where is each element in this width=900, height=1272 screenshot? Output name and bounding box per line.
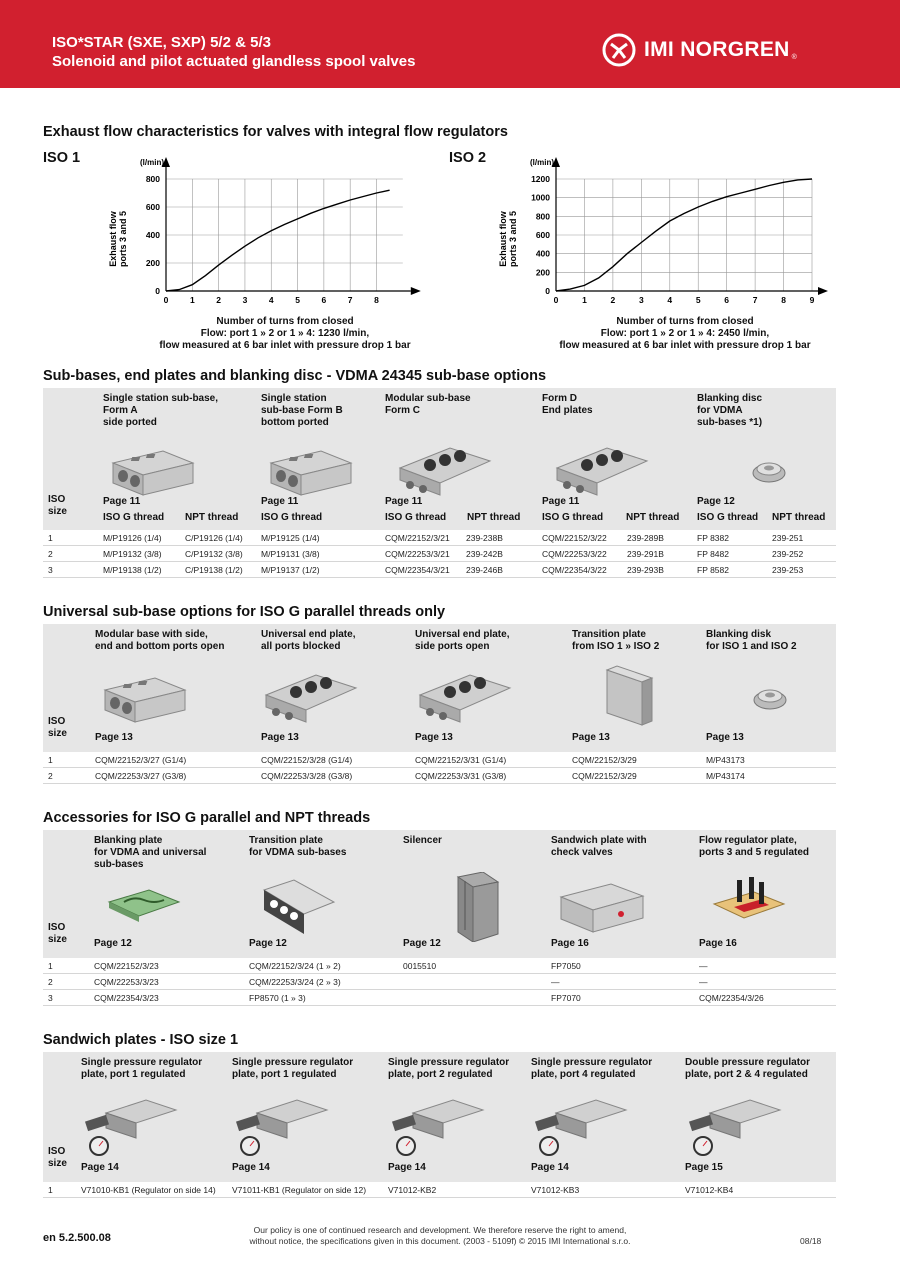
column-title-line: end and bottom ports open [95, 641, 225, 652]
t4-product-image-1 [81, 1088, 181, 1163]
iso2-flow-chart [490, 150, 830, 310]
table-cell: CQM/22152/3/28 (G1/4) [261, 755, 353, 765]
iso2-ytick-label: 0 [545, 286, 550, 296]
column-title-line: Blanking disk [706, 629, 772, 640]
iso2-label: ISO 2 [449, 150, 487, 166]
t3-column-2 [249, 830, 399, 958]
t2-header-band [43, 624, 836, 752]
iso2-xtick-label: 9 [809, 295, 815, 305]
column-title-line: Silencer [403, 835, 442, 846]
size-label: size [48, 934, 67, 945]
table-cell: 2 [48, 977, 53, 987]
table-cell: V71012-KB3 [531, 1185, 580, 1195]
table-cell: V71011-KB1 (Regulator on side 12) [232, 1185, 367, 1195]
t4-table-row [43, 1182, 836, 1198]
t4-column-2 [232, 1052, 382, 1182]
page-reference: Page 13 [572, 732, 610, 743]
column-title [388, 1057, 509, 1081]
table-cell: 0015510 [403, 961, 437, 971]
table-cell: M/P19126 (1/4) [103, 533, 162, 543]
page-reference: Page 14 [531, 1162, 569, 1173]
size-label: size [48, 1158, 67, 1169]
t2-column-1 [95, 624, 245, 752]
iso2-svg [490, 150, 830, 310]
iso-label: ISO [48, 1146, 66, 1157]
t4-column-3 [388, 1052, 538, 1182]
iso1-xtick-label: 3 [242, 295, 248, 305]
column-title [261, 393, 343, 429]
size-label: size [48, 506, 67, 517]
table-cell: FP8570 (1 » 3) [249, 993, 306, 1003]
t4-heading: Sandwich plates - ISO size 1 [43, 1032, 239, 1048]
iso1-xtick-label: 8 [374, 295, 379, 305]
t1-column-3 [385, 388, 535, 530]
table-cell: CQM/22253/3/22 [542, 549, 607, 559]
page-title: ISO*STAR (SXE, SXP) 5/2 & 5/3 [52, 34, 271, 51]
t3-product-image-3 [423, 872, 523, 947]
t3-product-image-4 [551, 872, 651, 947]
column-title-line: plate, port 2 regulated [388, 1069, 493, 1080]
iso1-ytick-label: 800 [145, 174, 160, 184]
iso1-xtick-label: 2 [216, 295, 221, 305]
iso1-flow-note: Flow: port 1 » 2 or 1 » 4: 1230 l/min, [200, 328, 370, 339]
iso2-ylabel-2: ports 3 and 5 [508, 210, 518, 268]
t1-heading: Sub-bases, end plates and blanking disc - VDMA 24345 sub-base options [43, 368, 547, 384]
t2-table-row [43, 768, 836, 784]
column-title-line: ports 3 and 5 regulated [699, 847, 810, 858]
table-cell: FP 8482 [697, 549, 729, 559]
iso2-ylabel-1: Exhaust flow [498, 211, 508, 267]
column-title [103, 393, 218, 429]
t3-column-5 [699, 830, 849, 958]
iso1-flow-chart [100, 150, 430, 310]
iso2-xtick-label: 0 [553, 295, 559, 305]
t3-table [43, 830, 836, 1008]
iso2-x-arrow [818, 287, 828, 295]
column-title-line: from ISO 1 » ISO 2 [572, 641, 660, 652]
policy-note [200, 1225, 680, 1247]
table-cell: 3 [48, 565, 53, 575]
table-cell: FP7070 [551, 993, 581, 1003]
iso1-xtick-label: 4 [268, 295, 274, 305]
column-title-line: plate, port 1 regulated [232, 1069, 337, 1080]
column-title [706, 629, 797, 653]
table-cell: 239-242B [466, 549, 503, 559]
page-reference: Page 14 [388, 1162, 426, 1173]
table-cell: — [699, 977, 708, 987]
t3-table-row [43, 958, 836, 974]
page-reference: Page 11 [542, 496, 580, 507]
column-title [249, 835, 346, 859]
thread-type-iso: ISO G thread [261, 512, 323, 523]
column-title-line: Single pressure regulator [81, 1057, 203, 1068]
iso2-xtick-label: 7 [752, 295, 758, 305]
t2-iso-size-header [48, 716, 67, 740]
t4-column-5 [685, 1052, 835, 1182]
column-title [81, 1057, 202, 1081]
t1-table-row [43, 546, 836, 562]
table-cell: FP7050 [551, 961, 581, 971]
t2-product-image-5 [720, 660, 820, 735]
column-title-line: Universal end plate, [261, 629, 356, 640]
table-cell: CQM/22253/3/21 [385, 549, 450, 559]
column-title [403, 835, 442, 847]
column-title-line: for VDMA and universal [94, 847, 207, 858]
t4-column-4 [531, 1052, 681, 1182]
iso1-xtick-label: 6 [321, 295, 327, 305]
exhaust-heading: Exhaust flow characteristics for valves with integral flow regulators [43, 124, 508, 140]
table-cell: M/P19137 (1/2) [261, 565, 320, 575]
table-cell: CQM/22253/3/23 [94, 977, 159, 987]
t3-table-row [43, 974, 836, 990]
page-reference: Page 11 [103, 496, 141, 507]
column-title-line: Transition plate [572, 629, 646, 640]
column-title-line: bottom ported [261, 417, 329, 428]
iso2-ytick-label: 1200 [531, 174, 550, 184]
t1-header-band [43, 388, 836, 530]
table-cell: FP 8582 [697, 565, 729, 575]
page-reference: Page 12 [403, 938, 441, 949]
column-title-line: side ports open [415, 641, 490, 652]
iso1-ytick-label: 600 [145, 202, 160, 212]
t2-table [43, 624, 836, 786]
table-cell: CQM/22152/3/27 (G1/4) [95, 755, 187, 765]
t4-table [43, 1052, 836, 1200]
table-cell: CQM/22152/3/21 [385, 533, 450, 543]
iso1-label: ISO 1 [43, 150, 81, 166]
table-cell: M/P43174 [706, 771, 745, 781]
iso2-xtick-label: 2 [610, 295, 616, 305]
table-cell: CQM/22152/3/29 [572, 755, 637, 765]
page-reference: Page 12 [249, 938, 287, 949]
table-cell: CQM/22253/3/24 (2 » 3) [249, 977, 341, 987]
table-cell: CQM/22152/3/22 [542, 533, 607, 543]
table-cell: 239-253 [772, 565, 804, 575]
column-title [551, 835, 647, 859]
column-title-line: Modular sub-base [385, 393, 471, 404]
table-cell: 239-252 [772, 549, 804, 559]
column-title-line: sub-bases *1) [697, 417, 763, 428]
iso1-x-arrow [411, 287, 421, 295]
thread-type-iso: ISO G thread [103, 512, 165, 523]
column-title [699, 835, 809, 859]
page-reference: Page 16 [551, 938, 589, 949]
table-cell: 239-238B [466, 533, 503, 543]
iso2-xtick-label: 1 [582, 295, 587, 305]
registered-mark: ® [791, 53, 797, 61]
page-reference: Page 16 [699, 938, 737, 949]
table-cell: 239-293B [627, 565, 664, 575]
table-cell: — [551, 977, 560, 987]
document-date: 08/18 [800, 1236, 822, 1246]
column-title-line: sub-bases [94, 859, 144, 870]
iso1-unit: (l/min) [140, 158, 164, 167]
iso1-xtick-label: 5 [295, 295, 300, 305]
table-cell: 2 [48, 771, 53, 781]
page-reference: Page 14 [232, 1162, 270, 1173]
page-reference: Page 11 [385, 496, 423, 507]
table-cell: CQM/22253/3/28 (G3/8) [261, 771, 353, 781]
iso2-ytick-label: 200 [535, 267, 550, 278]
column-title-line: Form C [385, 405, 420, 416]
t1-iso-size-header [48, 494, 67, 518]
t2-product-image-4 [582, 660, 682, 735]
column-title-line: Universal end plate, [415, 629, 510, 640]
t2-product-image-3 [415, 660, 515, 735]
t4-iso-size-header [48, 1146, 67, 1170]
iso-label: ISO [48, 922, 66, 933]
page-reference: Page 12 [94, 938, 132, 949]
column-title-line: Single station [261, 393, 327, 404]
t2-product-image-2 [261, 660, 361, 735]
table-cell: V71012-KB2 [388, 1185, 437, 1195]
t3-product-image-5 [699, 872, 799, 947]
iso2-unit: (l/min) [530, 158, 554, 167]
thread-type-iso: ISO G thread [385, 512, 447, 523]
table-cell: V71010-KB1 (Regulator on side 14) [81, 1185, 216, 1195]
page-reference: Page 14 [81, 1162, 119, 1173]
column-title [385, 393, 471, 417]
t3-product-image-1 [94, 872, 194, 947]
column-title-line: all ports blocked [261, 641, 341, 652]
table-cell: 239-291B [627, 549, 664, 559]
column-title-line: plate, port 4 regulated [531, 1069, 636, 1080]
iso2-xlabel: Number of turns from closed [616, 316, 754, 327]
column-title [685, 1057, 810, 1081]
table-cell: C/P19132 (3/8) [185, 549, 243, 559]
table-cell: C/P19138 (1/2) [185, 565, 243, 575]
t2-column-5 [706, 624, 856, 752]
column-title [94, 835, 206, 871]
table-cell: 239-289B [627, 533, 664, 543]
page-reference: Page 13 [261, 732, 299, 743]
t4-product-image-4 [531, 1088, 631, 1163]
table-cell: CQM/22152/3/29 [572, 771, 637, 781]
t3-product-image-2 [249, 872, 349, 947]
table-cell: V71012-KB4 [685, 1185, 734, 1195]
column-title [415, 629, 509, 653]
table-cell: — [699, 961, 708, 971]
table-cell: M/P19132 (3/8) [103, 549, 162, 559]
table-cell: CQM/22354/3/22 [542, 565, 607, 575]
table-cell: 1 [48, 1185, 53, 1195]
table-cell: 1 [48, 961, 53, 971]
document-code: en 5.2.500.08 [43, 1232, 111, 1244]
page-reference: Page 13 [95, 732, 133, 743]
column-title-line: sub-base Form B [261, 405, 343, 416]
iso2-ytick-label: 1000 [531, 192, 550, 203]
table-cell: M/P19131 (3/8) [261, 549, 320, 559]
table-cell: CQM/22354/3/26 [699, 993, 764, 1003]
t1-column-4 [542, 388, 692, 530]
t3-column-4 [551, 830, 701, 958]
page-subtitle: Solenoid and pilot actuated glandless spool valves [52, 53, 416, 70]
column-title-line: Flow regulator plate, [699, 835, 797, 846]
table-cell: CQM/22152/3/24 (1 » 2) [249, 961, 341, 971]
iso2-xtick-label: 5 [695, 295, 701, 305]
column-title-line: for ISO 1 and ISO 2 [706, 641, 797, 652]
iso2-flow-note: Flow: port 1 » 2 or 1 » 4: 2450 l/min, [600, 328, 770, 339]
norgren-logo-icon [602, 33, 636, 67]
table-cell: 2 [48, 549, 53, 559]
column-title [531, 1057, 652, 1081]
t1-column-1 [103, 388, 253, 530]
iso1-ytick-label: 0 [155, 286, 160, 296]
column-title-line: Single pressure regulator [232, 1057, 354, 1068]
table-cell: C/P19126 (1/4) [185, 533, 243, 543]
page-reference: Page 13 [415, 732, 453, 743]
iso2-ytick-label: 400 [535, 248, 550, 259]
t3-heading: Accessories for ISO G parallel and NPT threads [43, 810, 371, 826]
t4-column-1 [81, 1052, 231, 1182]
column-title-line: Form A [103, 405, 138, 416]
thread-type-iso: ISO G thread [542, 512, 604, 523]
t1-table [43, 388, 836, 580]
iso2-xtick-label: 8 [781, 295, 786, 305]
table-cell: M/P19138 (1/2) [103, 565, 162, 575]
column-title [261, 629, 355, 653]
t4-header-band [43, 1052, 836, 1182]
iso1-xtick-label: 7 [347, 295, 353, 305]
page-reference: Page 12 [697, 496, 735, 507]
table-cell: 1 [48, 533, 53, 543]
iso2-caption [520, 316, 850, 352]
policy-line-1: Our policy is one of continued research and development. We therefore reserve the right to amend, [253, 1225, 627, 1235]
policy-line-2: without notice, the specifications given in this document. (2003 - 5109f) © 2015 IMI International s.r.o. [249, 1236, 631, 1246]
iso1-xtick-label: 1 [189, 295, 195, 305]
table-cell: 239-251 [772, 533, 804, 543]
page-reference: Page 11 [261, 496, 299, 507]
t1-table-row [43, 530, 836, 546]
column-title [542, 393, 593, 417]
t2-column-4 [572, 624, 722, 752]
column-title-line: side ported [103, 417, 157, 428]
column-title-line: for VDMA sub-bases [249, 847, 347, 858]
t3-column-1 [94, 830, 244, 958]
column-title [572, 629, 659, 653]
table-cell: FP 8382 [697, 533, 729, 543]
iso2-ytick-label: 600 [535, 230, 550, 240]
thread-type-npt: NPT thread [467, 512, 521, 523]
table-cell: 1 [48, 755, 53, 765]
header-banner [0, 0, 900, 88]
column-title-line: Sandwich plate with [551, 835, 647, 846]
table-cell: CQM/22354/3/21 [385, 565, 450, 575]
column-title-line: Blanking disc [697, 393, 763, 404]
t2-table-row [43, 752, 836, 768]
column-title-line: Single pressure regulator [388, 1057, 510, 1068]
iso1-measure-note: flow measured at 6 bar inlet with pressure drop 1 bar [159, 340, 411, 351]
t2-product-image-1 [95, 660, 195, 735]
t3-header-band [43, 830, 836, 958]
column-title-line: check valves [551, 847, 613, 858]
column-title-line: for VDMA [697, 405, 743, 416]
table-cell: 3 [48, 993, 53, 1003]
iso-label: ISO [48, 494, 66, 505]
column-title-line: Single station sub-base, [103, 393, 219, 404]
column-title-line: Transition plate [249, 835, 323, 846]
iso2-xtick-label: 4 [667, 295, 673, 305]
iso1-ytick-label: 200 [145, 258, 160, 268]
t4-product-image-5 [685, 1088, 785, 1163]
iso2-measure-note: flow measured at 6 bar inlet with pressure drop 1 bar [559, 340, 811, 351]
t3-column-3 [403, 830, 553, 958]
iso1-ytick-label: 400 [145, 230, 160, 240]
t1-column-5 [697, 388, 847, 530]
thread-type-npt: NPT thread [185, 512, 239, 523]
column-title-line: Modular base with side, [95, 629, 208, 640]
iso2-xtick-label: 3 [638, 295, 644, 305]
iso2-ytick-label: 800 [535, 211, 550, 222]
thread-type-npt: NPT thread [772, 512, 826, 523]
size-label: size [48, 728, 67, 739]
column-title-line: Double pressure regulator [685, 1057, 811, 1068]
t2-column-2 [261, 624, 411, 752]
page-reference: Page 13 [706, 732, 744, 743]
page-reference: Page 15 [685, 1162, 723, 1173]
iso1-ylabel-1: Exhaust flow [108, 211, 118, 267]
t3-iso-size-header [48, 922, 67, 946]
t2-column-3 [415, 624, 565, 752]
table-cell: CQM/22253/3/31 (G3/8) [415, 771, 507, 781]
column-title-line: Form D [542, 393, 577, 404]
t3-table-row [43, 990, 836, 1006]
column-title [232, 1057, 353, 1081]
column-title-line: plate, port 2 & 4 regulated [685, 1069, 808, 1080]
table-cell: CQM/22152/3/23 [94, 961, 159, 971]
thread-type-iso: ISO G thread [697, 512, 759, 523]
table-cell: M/P43173 [706, 755, 745, 765]
thread-type-npt: NPT thread [626, 512, 680, 523]
t4-product-image-3 [388, 1088, 488, 1163]
iso1-ylabel-2: ports 3 and 5 [118, 210, 128, 268]
t2-heading: Universal sub-base options for ISO G parallel threads only [43, 604, 446, 620]
t4-product-image-2 [232, 1088, 332, 1163]
table-cell: CQM/22354/3/23 [94, 993, 159, 1003]
iso1-flow-curve [166, 190, 390, 291]
table-cell: CQM/22152/3/31 (G1/4) [415, 755, 507, 765]
column-title-line: Blanking plate [94, 835, 163, 846]
table-cell: 239-246B [466, 565, 503, 575]
iso1-xlabel: Number of turns from closed [216, 316, 354, 327]
t1-table-row [43, 562, 836, 578]
column-title-line: End plates [542, 405, 593, 416]
column-title-line: Single pressure regulator [531, 1057, 653, 1068]
iso1-xtick-label: 0 [163, 295, 169, 305]
column-title-line: plate, port 1 regulated [81, 1069, 186, 1080]
iso-label: ISO [48, 716, 66, 727]
iso2-xtick-label: 6 [724, 295, 730, 305]
iso1-caption [120, 316, 450, 352]
column-title [697, 393, 762, 429]
table-cell: CQM/22253/3/27 (G3/8) [95, 771, 187, 781]
brand-logo [602, 33, 797, 67]
brand-name: IMI NORGREN [644, 38, 790, 61]
table-cell: M/P19125 (1/4) [261, 533, 320, 543]
column-title [95, 629, 224, 653]
iso1-svg [100, 150, 430, 310]
